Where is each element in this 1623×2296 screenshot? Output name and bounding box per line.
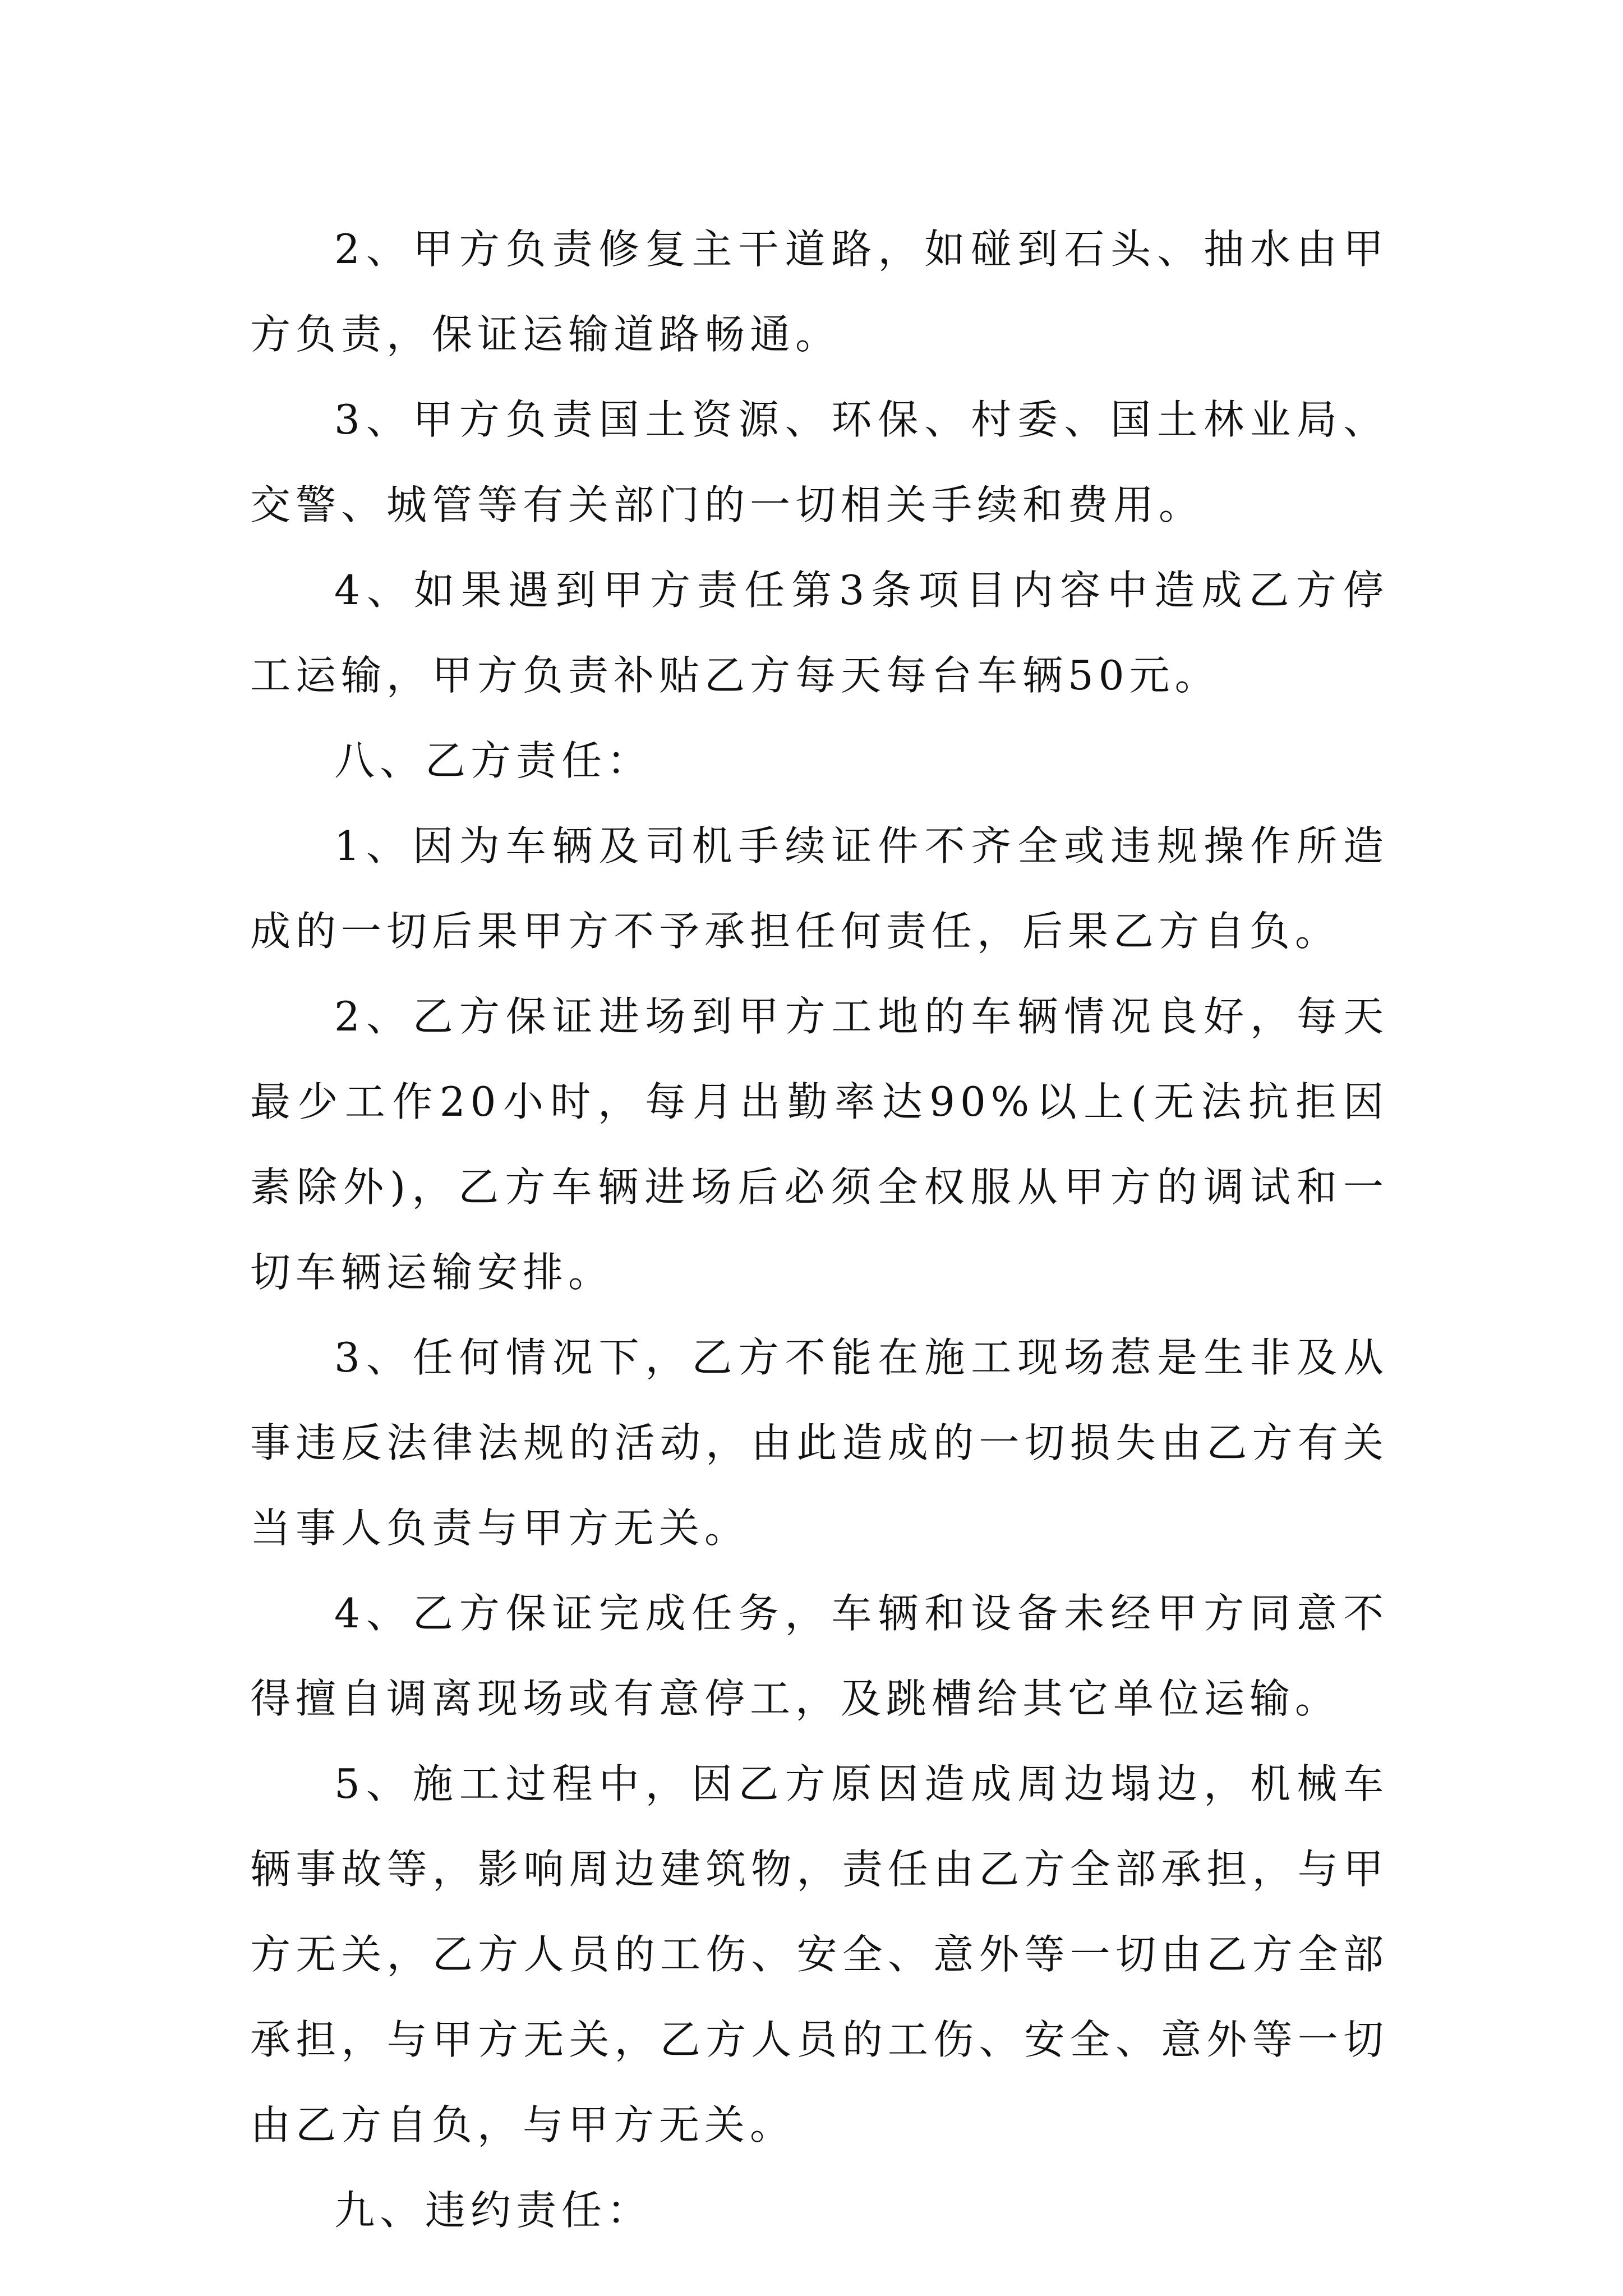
clause-7-4: 4、如果遇到甲方责任第3条项目内容中造成乙方停工运输，甲方负责补贴乙方每天每台车辆50元。 — [250, 567, 1389, 699]
clause-8-3: 3、任何情况下，乙方不能在施工现场惹是生非及从事违反法律法规的活动，由此造成的一切损失由乙方有关当事人负责与甲方无关。 — [250, 1334, 1389, 1552]
document-body — [250, 206, 1389, 2253]
clause-8-2: 2、乙方保证进场到甲方工地的车辆情况良好，每天最少工作20小时，每月出勤率达90%以上(无法抗拒因素除外)，乙方车辆进场后必须全权服从甲方的调试和一切车辆运输安排。 — [250, 993, 1389, 1296]
section-heading-9: 九、违约责任： — [334, 2187, 653, 2234]
clause-7-3: 3、甲方负责国土资源、环保、村委、国土林业局、交警、城管等有关部门的一切相关手续和费用。 — [250, 396, 1389, 528]
clause-8-5: 5、施工过程中，因乙方原因造成周边塌边，机械车辆事故等，影响周边建筑物，责任由乙方全部承担，与甲方无关，乙方人员的工伤、安全、意外等一切由乙方全部承担，与甲方无关，乙方人员的工伤、安全、意外等一切由乙方自负，与甲方无关。 — [250, 1760, 1389, 2148]
section-heading-8: 八、乙方责任： — [334, 737, 653, 784]
clause-7-2: 2、甲方负责修复主干道路，如碰到石头、抽水由甲方负责，保证运输道路畅通。 — [250, 226, 1389, 358]
clause-8-1: 1、因为车辆及司机手续证件不齐全或违规操作所造成的一切后果甲方不予承担任何责任，后果乙方自负。 — [250, 822, 1389, 955]
clause-8-4: 4、乙方保证完成任务，车辆和设备未经甲方同意不得擅自调离现场或有意停工，及跳槽给其它单位运输。 — [250, 1590, 1389, 1722]
